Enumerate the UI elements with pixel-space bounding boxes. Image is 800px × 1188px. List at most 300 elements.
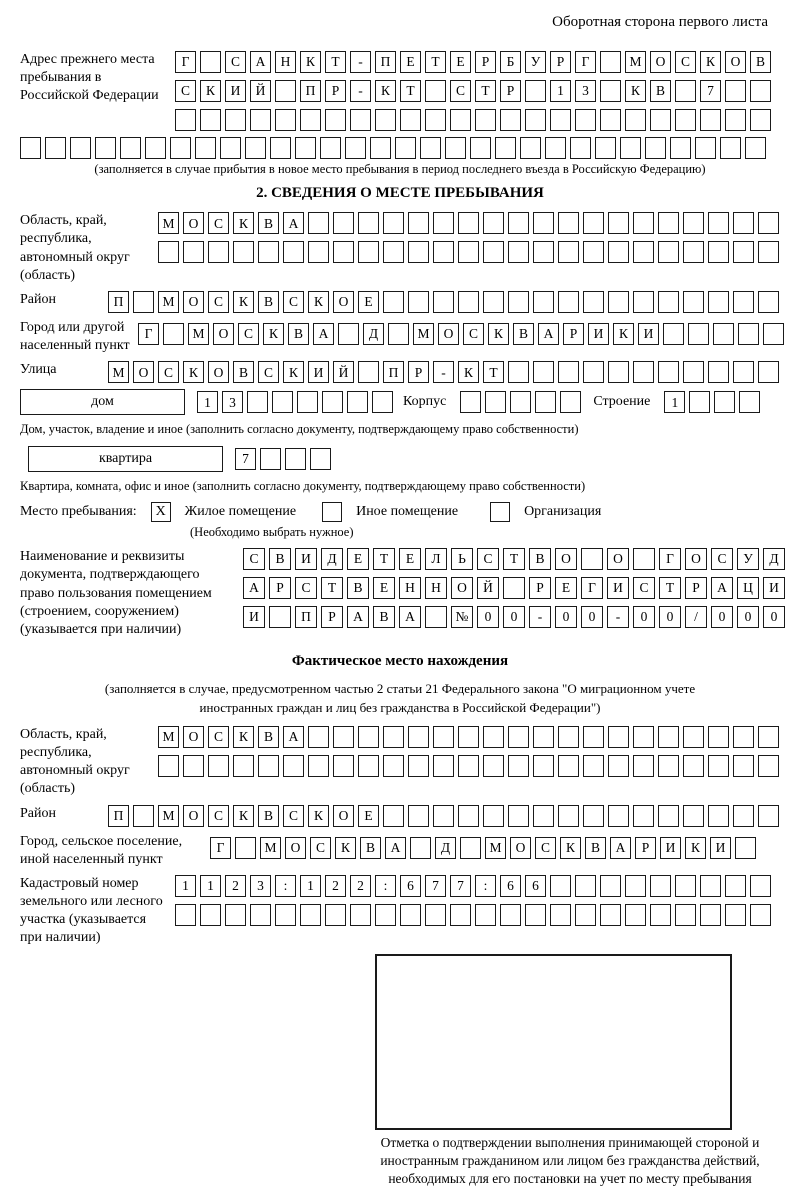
char-cell[interactable] xyxy=(295,137,316,159)
char-cell[interactable]: О xyxy=(285,837,306,859)
char-cell[interactable] xyxy=(633,755,654,777)
house-type-box[interactable]: дом xyxy=(20,389,185,415)
char-cell[interactable]: К xyxy=(375,80,396,102)
char-cell[interactable] xyxy=(708,755,729,777)
char-cell[interactable] xyxy=(310,448,331,470)
char-cell[interactable] xyxy=(650,904,671,926)
char-cell[interactable] xyxy=(350,904,371,926)
char-cell[interactable] xyxy=(163,323,184,345)
char-cell[interactable] xyxy=(270,137,291,159)
char-cell[interactable]: Р xyxy=(408,361,429,383)
char-cell[interactable]: В xyxy=(529,548,551,570)
char-cell[interactable] xyxy=(758,805,779,827)
char-cell[interactable] xyxy=(533,726,554,748)
char-cell[interactable]: Р xyxy=(269,577,291,599)
char-cell[interactable] xyxy=(583,291,604,313)
char-cell[interactable]: С xyxy=(633,577,655,599)
char-cell[interactable] xyxy=(683,241,704,263)
char-cell[interactable] xyxy=(325,109,346,131)
char-cell[interactable]: А xyxy=(243,577,265,599)
char-cell[interactable]: Р xyxy=(550,51,571,73)
char-cell[interactable]: Й xyxy=(250,80,271,102)
char-cell[interactable] xyxy=(433,755,454,777)
char-cell[interactable]: О xyxy=(183,291,204,313)
char-cell[interactable] xyxy=(550,904,571,926)
char-cell[interactable]: С xyxy=(535,837,556,859)
char-cell[interactable] xyxy=(70,137,91,159)
char-cell[interactable] xyxy=(400,904,421,926)
char-cell[interactable] xyxy=(733,291,754,313)
char-cell[interactable] xyxy=(383,241,404,263)
char-cell[interactable]: - xyxy=(350,51,371,73)
char-cell[interactable] xyxy=(358,241,379,263)
char-cell[interactable] xyxy=(425,606,447,628)
char-cell[interactable] xyxy=(733,361,754,383)
char-cell[interactable] xyxy=(250,904,271,926)
char-cell[interactable] xyxy=(520,137,541,159)
char-cell[interactable] xyxy=(633,291,654,313)
char-cell[interactable] xyxy=(735,837,756,859)
char-cell[interactable] xyxy=(600,80,621,102)
char-cell[interactable]: А xyxy=(610,837,631,859)
char-cell[interactable]: С xyxy=(477,548,499,570)
char-cell[interactable] xyxy=(460,837,481,859)
char-cell[interactable]: О xyxy=(451,577,473,599)
char-cell[interactable] xyxy=(408,805,429,827)
char-cell[interactable] xyxy=(195,137,216,159)
char-cell[interactable]: У xyxy=(737,548,759,570)
char-cell[interactable] xyxy=(483,726,504,748)
char-cell[interactable]: А xyxy=(711,577,733,599)
char-cell[interactable] xyxy=(285,448,306,470)
char-cell[interactable] xyxy=(20,137,41,159)
char-cell[interactable]: : xyxy=(475,875,496,897)
char-cell[interactable] xyxy=(650,875,671,897)
char-cell[interactable] xyxy=(258,241,279,263)
char-cell[interactable]: О xyxy=(333,291,354,313)
char-cell[interactable] xyxy=(260,448,281,470)
char-cell[interactable]: В xyxy=(269,548,291,570)
char-cell[interactable] xyxy=(533,805,554,827)
char-cell[interactable] xyxy=(208,755,229,777)
char-cell[interactable] xyxy=(758,755,779,777)
char-cell[interactable]: Н xyxy=(425,577,447,599)
char-cell[interactable]: Т xyxy=(400,80,421,102)
char-cell[interactable]: 3 xyxy=(222,391,243,413)
char-cell[interactable] xyxy=(483,755,504,777)
char-cell[interactable]: 7 xyxy=(700,80,721,102)
char-cell[interactable]: С xyxy=(208,212,229,234)
char-cell[interactable] xyxy=(508,212,529,234)
char-cell[interactable] xyxy=(663,323,684,345)
char-cell[interactable] xyxy=(683,755,704,777)
char-cell[interactable]: А xyxy=(538,323,559,345)
char-cell[interactable] xyxy=(633,241,654,263)
char-cell[interactable] xyxy=(739,391,760,413)
char-cell[interactable]: Ь xyxy=(451,548,473,570)
char-cell[interactable]: 0 xyxy=(711,606,733,628)
char-cell[interactable] xyxy=(625,875,646,897)
char-cell[interactable] xyxy=(425,904,446,926)
char-cell[interactable] xyxy=(575,109,596,131)
char-cell[interactable]: М xyxy=(260,837,281,859)
char-cell[interactable] xyxy=(320,137,341,159)
char-cell[interactable] xyxy=(358,755,379,777)
char-cell[interactable]: В xyxy=(347,577,369,599)
char-cell[interactable] xyxy=(708,291,729,313)
char-cell[interactable]: Е xyxy=(358,291,379,313)
char-cell[interactable] xyxy=(495,137,516,159)
char-cell[interactable]: А xyxy=(283,726,304,748)
char-cell[interactable]: Е xyxy=(358,805,379,827)
char-cell[interactable] xyxy=(750,109,771,131)
char-cell[interactable]: С xyxy=(175,80,196,102)
char-cell[interactable] xyxy=(758,361,779,383)
char-cell[interactable]: О xyxy=(685,548,707,570)
char-cell[interactable] xyxy=(458,291,479,313)
char-cell[interactable]: С xyxy=(283,291,304,313)
char-cell[interactable]: Р xyxy=(500,80,521,102)
char-cell[interactable] xyxy=(700,904,721,926)
char-cell[interactable]: О xyxy=(208,361,229,383)
char-cell[interactable] xyxy=(350,109,371,131)
char-cell[interactable] xyxy=(758,291,779,313)
char-cell[interactable]: В xyxy=(513,323,534,345)
char-cell[interactable] xyxy=(375,109,396,131)
char-cell[interactable] xyxy=(300,109,321,131)
char-cell[interactable] xyxy=(658,212,679,234)
char-cell[interactable]: Д xyxy=(363,323,384,345)
char-cell[interactable] xyxy=(608,361,629,383)
char-cell[interactable] xyxy=(745,137,766,159)
char-cell[interactable] xyxy=(358,361,379,383)
char-cell[interactable] xyxy=(458,726,479,748)
char-cell[interactable] xyxy=(633,361,654,383)
char-cell[interactable] xyxy=(558,212,579,234)
char-cell[interactable]: Е xyxy=(400,51,421,73)
char-cell[interactable] xyxy=(583,361,604,383)
char-cell[interactable] xyxy=(525,109,546,131)
char-cell[interactable] xyxy=(670,137,691,159)
char-cell[interactable] xyxy=(433,726,454,748)
char-cell[interactable] xyxy=(708,805,729,827)
char-cell[interactable] xyxy=(508,241,529,263)
char-cell[interactable]: С xyxy=(225,51,246,73)
char-cell[interactable]: П xyxy=(300,80,321,102)
char-cell[interactable] xyxy=(460,391,481,413)
char-cell[interactable] xyxy=(725,109,746,131)
char-cell[interactable]: С xyxy=(243,548,265,570)
char-cell[interactable]: С xyxy=(208,726,229,748)
char-cell[interactable]: О xyxy=(650,51,671,73)
char-cell[interactable] xyxy=(725,875,746,897)
char-cell[interactable]: С xyxy=(675,51,696,73)
char-cell[interactable] xyxy=(258,755,279,777)
char-cell[interactable]: 0 xyxy=(581,606,603,628)
char-cell[interactable]: Т xyxy=(483,361,504,383)
char-cell[interactable] xyxy=(508,291,529,313)
char-cell[interactable]: Г xyxy=(175,51,196,73)
char-cell[interactable] xyxy=(763,323,784,345)
char-cell[interactable] xyxy=(581,548,603,570)
char-cell[interactable]: В xyxy=(258,805,279,827)
char-cell[interactable]: С xyxy=(310,837,331,859)
char-cell[interactable] xyxy=(375,904,396,926)
char-cell[interactable]: Д xyxy=(763,548,785,570)
char-cell[interactable] xyxy=(575,875,596,897)
char-cell[interactable]: М xyxy=(158,212,179,234)
char-cell[interactable]: К xyxy=(200,80,221,102)
char-cell[interactable]: 0 xyxy=(659,606,681,628)
char-cell[interactable] xyxy=(433,241,454,263)
char-cell[interactable]: Т xyxy=(373,548,395,570)
char-cell[interactable] xyxy=(483,241,504,263)
char-cell[interactable]: И xyxy=(225,80,246,102)
char-cell[interactable]: Р xyxy=(529,577,551,599)
char-cell[interactable] xyxy=(733,241,754,263)
char-cell[interactable] xyxy=(658,291,679,313)
char-cell[interactable]: О xyxy=(183,726,204,748)
char-cell[interactable] xyxy=(633,212,654,234)
char-cell[interactable] xyxy=(700,875,721,897)
char-cell[interactable] xyxy=(725,80,746,102)
char-cell[interactable] xyxy=(720,137,741,159)
char-cell[interactable]: 1 xyxy=(300,875,321,897)
char-cell[interactable] xyxy=(558,361,579,383)
char-cell[interactable] xyxy=(625,109,646,131)
char-cell[interactable]: 0 xyxy=(763,606,785,628)
char-cell[interactable] xyxy=(485,391,506,413)
char-cell[interactable]: М xyxy=(413,323,434,345)
char-cell[interactable]: К xyxy=(458,361,479,383)
char-cell[interactable] xyxy=(558,241,579,263)
char-cell[interactable] xyxy=(483,291,504,313)
char-cell[interactable] xyxy=(483,212,504,234)
char-cell[interactable]: 6 xyxy=(525,875,546,897)
char-cell[interactable] xyxy=(500,109,521,131)
char-cell[interactable] xyxy=(683,805,704,827)
char-cell[interactable] xyxy=(325,904,346,926)
char-cell[interactable] xyxy=(575,904,596,926)
char-cell[interactable]: Н xyxy=(275,51,296,73)
char-cell[interactable]: К xyxy=(488,323,509,345)
char-cell[interactable] xyxy=(370,137,391,159)
char-cell[interactable]: В xyxy=(373,606,395,628)
char-cell[interactable] xyxy=(308,241,329,263)
char-cell[interactable]: - xyxy=(607,606,629,628)
char-cell[interactable] xyxy=(269,606,291,628)
char-cell[interactable] xyxy=(625,904,646,926)
char-cell[interactable]: Е xyxy=(347,548,369,570)
char-cell[interactable] xyxy=(733,212,754,234)
char-cell[interactable] xyxy=(583,241,604,263)
char-cell[interactable]: П xyxy=(108,805,129,827)
char-cell[interactable]: Г xyxy=(659,548,681,570)
char-cell[interactable]: Й xyxy=(333,361,354,383)
char-cell[interactable] xyxy=(583,726,604,748)
char-cell[interactable]: Т xyxy=(325,51,346,73)
char-cell[interactable]: К xyxy=(560,837,581,859)
char-cell[interactable] xyxy=(408,755,429,777)
char-cell[interactable]: И xyxy=(308,361,329,383)
char-cell[interactable] xyxy=(608,241,629,263)
char-cell[interactable] xyxy=(558,291,579,313)
char-cell[interactable]: Т xyxy=(425,51,446,73)
char-cell[interactable] xyxy=(383,755,404,777)
char-cell[interactable]: 3 xyxy=(250,875,271,897)
char-cell[interactable] xyxy=(583,212,604,234)
char-cell[interactable]: Т xyxy=(475,80,496,102)
apartment-type-box[interactable]: квартира xyxy=(28,446,223,472)
char-cell[interactable] xyxy=(683,291,704,313)
char-cell[interactable]: С xyxy=(208,291,229,313)
char-cell[interactable] xyxy=(758,726,779,748)
char-cell[interactable] xyxy=(675,80,696,102)
char-cell[interactable] xyxy=(200,109,221,131)
char-cell[interactable]: Л xyxy=(425,548,447,570)
char-cell[interactable]: 1 xyxy=(200,875,221,897)
char-cell[interactable]: С xyxy=(711,548,733,570)
char-cell[interactable] xyxy=(558,726,579,748)
char-cell[interactable]: Д xyxy=(435,837,456,859)
char-cell[interactable] xyxy=(600,109,621,131)
organization-checkbox[interactable] xyxy=(490,502,510,522)
char-cell[interactable] xyxy=(395,137,416,159)
char-cell[interactable]: К xyxy=(283,361,304,383)
char-cell[interactable] xyxy=(714,391,735,413)
char-cell[interactable]: 1 xyxy=(197,391,218,413)
char-cell[interactable]: 0 xyxy=(477,606,499,628)
char-cell[interactable] xyxy=(508,361,529,383)
char-cell[interactable] xyxy=(45,137,66,159)
char-cell[interactable] xyxy=(545,137,566,159)
char-cell[interactable]: Р xyxy=(475,51,496,73)
char-cell[interactable] xyxy=(483,805,504,827)
char-cell[interactable]: В xyxy=(258,212,279,234)
char-cell[interactable] xyxy=(503,577,525,599)
char-cell[interactable]: Г xyxy=(581,577,603,599)
char-cell[interactable]: Е xyxy=(555,577,577,599)
char-cell[interactable]: 0 xyxy=(633,606,655,628)
char-cell[interactable]: Т xyxy=(503,548,525,570)
char-cell[interactable] xyxy=(458,805,479,827)
char-cell[interactable] xyxy=(633,548,655,570)
char-cell[interactable]: К xyxy=(335,837,356,859)
char-cell[interactable]: К xyxy=(263,323,284,345)
char-cell[interactable] xyxy=(458,212,479,234)
char-cell[interactable] xyxy=(433,212,454,234)
char-cell[interactable]: К xyxy=(233,212,254,234)
char-cell[interactable]: И xyxy=(588,323,609,345)
char-cell[interactable]: К xyxy=(308,291,329,313)
char-cell[interactable]: И xyxy=(710,837,731,859)
char-cell[interactable] xyxy=(133,805,154,827)
char-cell[interactable]: / xyxy=(685,606,707,628)
char-cell[interactable] xyxy=(235,837,256,859)
char-cell[interactable] xyxy=(347,391,368,413)
char-cell[interactable] xyxy=(333,755,354,777)
char-cell[interactable] xyxy=(308,212,329,234)
char-cell[interactable] xyxy=(333,212,354,234)
char-cell[interactable] xyxy=(283,755,304,777)
char-cell[interactable] xyxy=(358,726,379,748)
char-cell[interactable] xyxy=(558,805,579,827)
char-cell[interactable] xyxy=(322,391,343,413)
char-cell[interactable]: А xyxy=(399,606,421,628)
char-cell[interactable] xyxy=(200,904,221,926)
char-cell[interactable]: А xyxy=(250,51,271,73)
char-cell[interactable]: Е xyxy=(399,548,421,570)
char-cell[interactable] xyxy=(183,755,204,777)
char-cell[interactable] xyxy=(208,241,229,263)
char-cell[interactable]: М xyxy=(108,361,129,383)
char-cell[interactable] xyxy=(408,212,429,234)
char-cell[interactable] xyxy=(333,241,354,263)
char-cell[interactable] xyxy=(508,805,529,827)
char-cell[interactable] xyxy=(388,323,409,345)
char-cell[interactable]: 1 xyxy=(175,875,196,897)
char-cell[interactable] xyxy=(247,391,268,413)
char-cell[interactable] xyxy=(758,212,779,234)
char-cell[interactable] xyxy=(533,755,554,777)
char-cell[interactable] xyxy=(408,241,429,263)
char-cell[interactable]: Т xyxy=(659,577,681,599)
char-cell[interactable]: К xyxy=(613,323,634,345)
char-cell[interactable] xyxy=(738,323,759,345)
char-cell[interactable] xyxy=(689,391,710,413)
char-cell[interactable]: О xyxy=(510,837,531,859)
char-cell[interactable] xyxy=(688,323,709,345)
char-cell[interactable]: О xyxy=(725,51,746,73)
char-cell[interactable] xyxy=(695,137,716,159)
char-cell[interactable] xyxy=(458,241,479,263)
char-cell[interactable] xyxy=(200,51,221,73)
char-cell[interactable] xyxy=(608,726,629,748)
char-cell[interactable]: М xyxy=(158,805,179,827)
char-cell[interactable] xyxy=(683,212,704,234)
char-cell[interactable] xyxy=(425,80,446,102)
char-cell[interactable] xyxy=(272,391,293,413)
char-cell[interactable] xyxy=(470,137,491,159)
char-cell[interactable] xyxy=(308,755,329,777)
char-cell[interactable] xyxy=(250,109,271,131)
char-cell[interactable] xyxy=(183,241,204,263)
char-cell[interactable] xyxy=(420,137,441,159)
char-cell[interactable] xyxy=(633,805,654,827)
char-cell[interactable] xyxy=(450,904,471,926)
char-cell[interactable] xyxy=(525,904,546,926)
char-cell[interactable]: М xyxy=(625,51,646,73)
char-cell[interactable]: П xyxy=(108,291,129,313)
char-cell[interactable]: Т xyxy=(321,577,343,599)
char-cell[interactable] xyxy=(410,837,431,859)
char-cell[interactable]: С xyxy=(463,323,484,345)
char-cell[interactable]: Е xyxy=(373,577,395,599)
char-cell[interactable] xyxy=(558,755,579,777)
char-cell[interactable] xyxy=(583,755,604,777)
char-cell[interactable]: 2 xyxy=(350,875,371,897)
char-cell[interactable] xyxy=(658,726,679,748)
char-cell[interactable] xyxy=(733,726,754,748)
char-cell[interactable] xyxy=(158,755,179,777)
char-cell[interactable]: И xyxy=(660,837,681,859)
char-cell[interactable]: Ц xyxy=(737,577,759,599)
char-cell[interactable]: Б xyxy=(500,51,521,73)
char-cell[interactable]: В xyxy=(650,80,671,102)
char-cell[interactable] xyxy=(608,291,629,313)
char-cell[interactable]: О xyxy=(607,548,629,570)
residential-checkbox[interactable]: X xyxy=(151,502,171,522)
